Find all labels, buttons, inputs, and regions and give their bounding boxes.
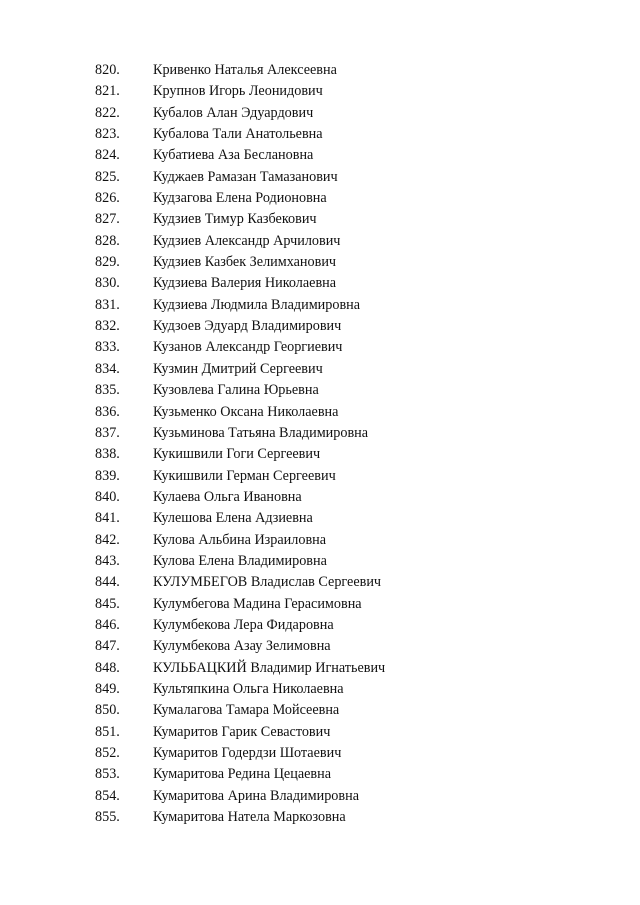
entry-full-name: Кузмин Дмитрий Сергеевич (153, 360, 323, 377)
list-item (0, 658, 640, 679)
list-item (0, 337, 640, 358)
list-item (0, 551, 640, 572)
entry-number: 848. (95, 659, 120, 676)
entry-number: 849. (95, 680, 120, 697)
entry-full-name: Кулешова Елена Адзиевна (153, 510, 313, 527)
list-item (0, 252, 640, 273)
entry-number: 829. (95, 254, 120, 271)
entry-number: 852. (95, 745, 120, 761)
list-item (0, 167, 640, 188)
list-item (0, 209, 640, 230)
list-item (0, 722, 640, 743)
entry-full-name: Кулумбекова Азау Зелимовна (153, 638, 331, 655)
list-item (0, 444, 640, 465)
entry-full-name: Кумаритова Арина Владимировна (153, 787, 359, 804)
list-item (0, 487, 640, 508)
entry-full-name: Крупнов Игорь Леонидович (153, 83, 323, 100)
list-item (0, 295, 640, 316)
entry-full-name: Кузанов Александр Георгиевич (153, 339, 343, 356)
entry-number: 824. (95, 147, 120, 164)
list-item (0, 316, 640, 337)
entry-number: 834. (95, 360, 120, 377)
entry-full-name: Культяпкина Ольга Николаевна (153, 680, 344, 697)
list-item (0, 124, 640, 145)
list-item (0, 764, 640, 785)
list-item (0, 60, 640, 81)
list-item (0, 743, 640, 764)
list-item (0, 594, 640, 615)
list-item (0, 615, 640, 636)
entry-number: 844. (95, 574, 120, 591)
entry-full-name: Кумалагова Тамара Мойсеевна (153, 702, 340, 719)
entry-number: 836. (95, 403, 120, 420)
entry-full-name: Кудзиев Казбек Зелимханович (153, 254, 337, 271)
list-item (0, 103, 640, 124)
entry-number: 853. (95, 766, 120, 783)
list-item (0, 402, 640, 423)
entry-number: 823. (95, 126, 120, 143)
entry-full-name: Кулаева Ольга Ивановна (153, 488, 302, 505)
entry-full-name: Кумаритов Гарик Севастович (153, 723, 331, 740)
list-item (0, 380, 640, 401)
entry-number: 839. (95, 467, 120, 484)
entry-number: 831. (95, 296, 120, 313)
name-list (0, 60, 640, 828)
entry-number: 822. (95, 104, 120, 121)
list-item (0, 786, 640, 807)
entry-full-name: Кулова Альбина Израиловна (153, 531, 327, 548)
entry-full-name: Кулумбекова Лера Фидаровна (153, 616, 334, 633)
entry-full-name: Кукишвили Герман Сергеевич (153, 467, 336, 484)
list-item (0, 530, 640, 551)
list-item (0, 145, 640, 166)
entry-full-name: Кулова Елена Владимировна (153, 552, 327, 569)
entry-full-name: Кукишвили Гоги Сергеевич (153, 446, 321, 463)
entry-full-name: КУЛУМБЕГОВ Владислав Сергеевич (153, 574, 382, 591)
entry-number: 821. (95, 83, 120, 100)
list-item (0, 679, 640, 700)
entry-full-name: Кудзиева Валерия Николаевна (153, 275, 337, 292)
list-item (0, 636, 640, 657)
entry-full-name: Кубалова Тали Анатольевна (153, 126, 323, 143)
entry-number: 851. (95, 723, 120, 740)
entry-full-name: Кубатиева Аза Беслановна (153, 147, 314, 164)
entry-full-name: Кудзоев Эдуард Владимирович (153, 318, 342, 335)
list-item (0, 273, 640, 294)
entry-number: 854. (95, 787, 120, 804)
entry-full-name: Кумаритов Годердзи Шотаевич (153, 745, 342, 761)
entry-number: 832. (95, 318, 120, 335)
list-item (0, 807, 640, 828)
list-item (0, 423, 640, 444)
entry-number: 837. (95, 424, 120, 441)
entry-full-name: Кулумбегова Мадина Герасимовна (153, 595, 362, 612)
list-item (0, 700, 640, 721)
entry-full-name: Кривенко Наталья Алексеевна (153, 62, 337, 78)
entry-number: 833. (95, 339, 120, 356)
entry-full-name: Кубалов Алан Эдуардович (153, 104, 314, 121)
entry-number: 825. (95, 168, 120, 185)
entry-number: 855. (95, 809, 120, 826)
list-item (0, 81, 640, 102)
entry-full-name: Кудзиев Тимур Казбекович (153, 211, 317, 228)
entry-number: 830. (95, 275, 120, 292)
entry-full-name: КУЛЬБАЦКИЙ Владимир Игнатьевич (153, 659, 386, 676)
entry-number: 841. (95, 510, 120, 527)
entry-full-name: Кумаритова Редина Цецаевна (153, 766, 332, 783)
entry-number: 840. (95, 488, 120, 505)
entry-full-name: Кузьменко Оксана Николаевна (153, 403, 339, 420)
entry-full-name: Кудзиева Людмила Владимировна (153, 296, 361, 313)
list-item (0, 188, 640, 209)
list-item (0, 359, 640, 380)
list-item (0, 572, 640, 593)
entry-number: 826. (95, 190, 120, 207)
list-item (0, 508, 640, 529)
entry-number: 842. (95, 531, 120, 548)
entry-number: 843. (95, 552, 120, 569)
entry-number: 838. (95, 446, 120, 463)
entry-number: 827. (95, 211, 120, 228)
entry-full-name: Куджаев Рамазан Тамазанович (153, 168, 338, 185)
entry-full-name: Кудзиев Александр Арчилович (153, 232, 341, 249)
entry-number: 835. (95, 382, 120, 399)
entry-full-name: Кузьминова Татьяна Владимировна (153, 424, 369, 441)
list-item (0, 231, 640, 252)
entry-full-name: Кумаритова Натела Маркозовна (153, 809, 346, 826)
entry-number: 847. (95, 638, 120, 655)
entry-number: 846. (95, 616, 120, 633)
entry-full-name: Кудзагова Елена Родионовна (153, 190, 327, 207)
entry-number: 850. (95, 702, 120, 719)
entry-number: 820. (95, 62, 120, 78)
entry-number: 828. (95, 232, 120, 249)
entry-full-name: Кузовлева Галина Юрьевна (153, 382, 319, 399)
list-item (0, 466, 640, 487)
entry-number: 845. (95, 595, 120, 612)
